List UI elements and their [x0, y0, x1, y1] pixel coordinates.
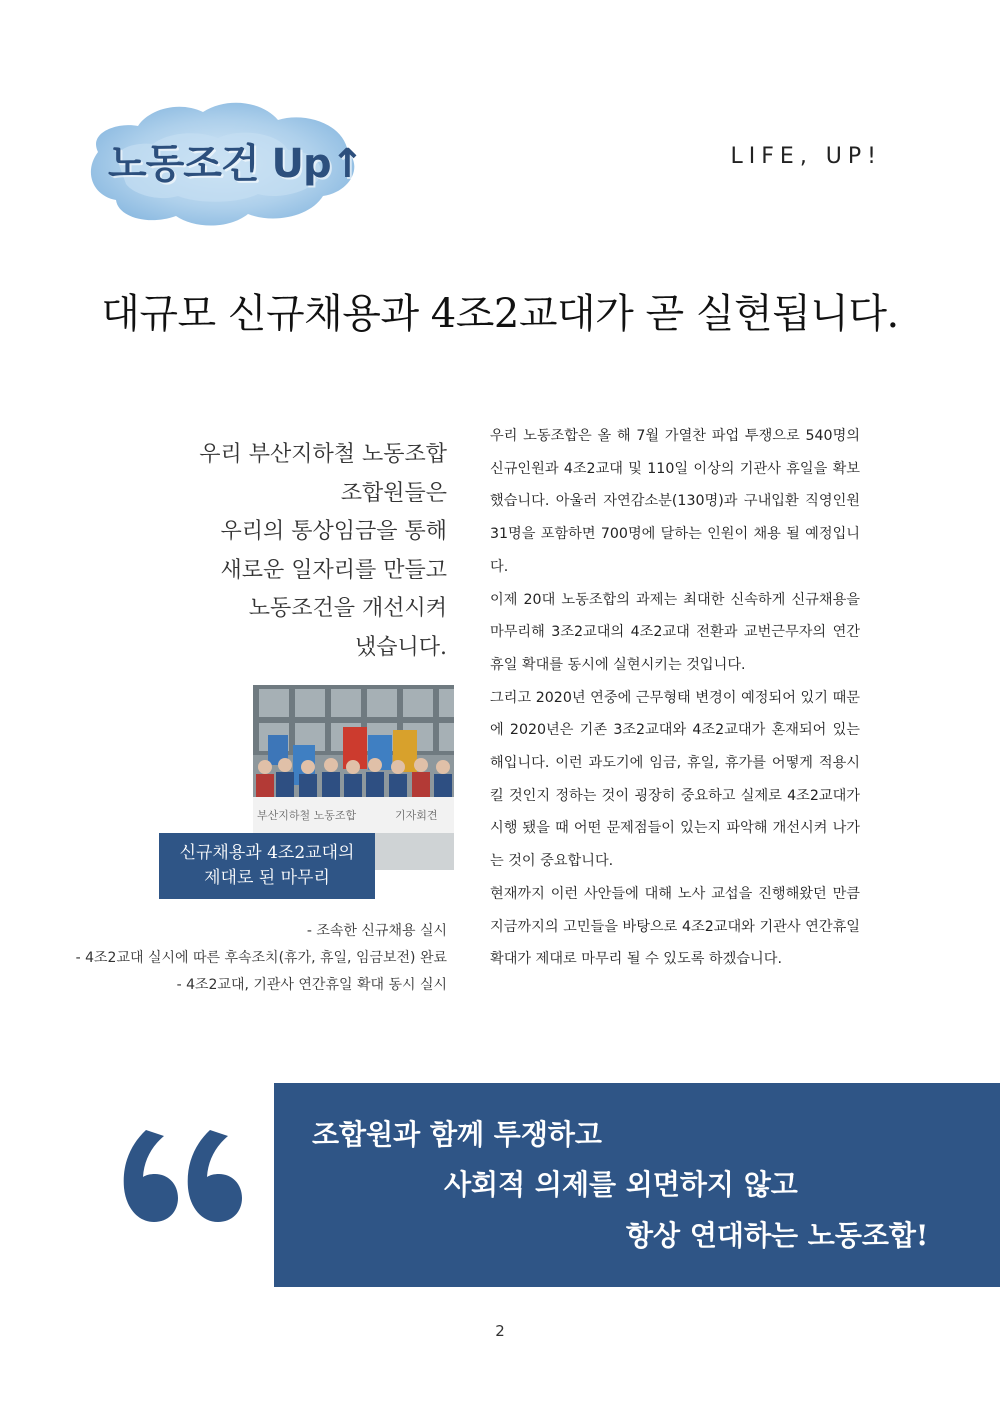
intro-line: 새로운 일자리를 만들고	[220, 557, 447, 583]
article-body	[490, 420, 860, 976]
body-paragraph: 우리 노동조합은 올 해 7월 가열찬 파업 투쟁으로 540명의 신규인원과 4조2교대 및 110일 이상의 기관사 휴일을 확보했습니다. 아울러 자연감소분(130명)과 구내입환 직영인원 31명을 포함하면 700명에 달하는 인원이 채용 될 예정입니다.	[490, 428, 860, 575]
banner-text: 부산지하철 노동조합	[257, 809, 357, 822]
photo-caption	[159, 833, 375, 899]
bullet-item: - 조속한 신규채용 실시	[306, 923, 447, 939]
caption-line: 신규채용과 4조2교대의	[179, 843, 355, 863]
intro-line: 조합원들은	[340, 480, 447, 506]
intro-text	[127, 436, 447, 667]
quote-line: 사회적 의제를 외면하지 않고	[444, 1168, 798, 1201]
section-logo	[78, 92, 363, 232]
body-paragraph: 그리고 2020년 연중에 근무형태 변경이 예정되어 있기 때문에 2020년은 기존 3조2교대와 4조2교대가 혼재되어 있는 해입니다. 이런 과도기에 임금, 휴일, 휴가를 어떻게 적용시킬 것인지 정하는 것이 굉장히 중요하고 실제로 4조2교대가 시행 됐을 때 어떤 문제점들이 있는지 파악해 개선시켜 나가는 것이 중요합니다.	[490, 689, 860, 870]
bullet-item: - 4조2교대 실시에 따른 후속조치(휴가, 휴일, 임금보전) 완료	[75, 950, 447, 966]
caption-line: 제대로 된 마무리	[204, 868, 330, 888]
intro-line: 우리의 통상임금을 통해	[220, 519, 447, 544]
intro-line: 우리 부산지하철 노동조합	[199, 442, 447, 467]
page-title: 대규모 신규채용과 4조2교대가 곧 실현됩니다.	[101, 291, 899, 337]
body-paragraph: 이제 20대 노동조합의 과제는 최대한 신속하게 신규채용을 마무리해 3조2교대의 4조2교대 전환과 교번근무자의 연간휴일 확대를 동시에 실현시키는 것입니다.	[490, 591, 860, 673]
intro-line: 노동조건을 개선시켜	[248, 596, 447, 621]
body-paragraph: 현재까지 이런 사안들에 대해 노사 교섭을 진행해왔던 만큼 지금까지의 고민들을 바탕으로 4조2교대와 기관사 연간휴일 확대가 제대로 마무리 될 수 있도록 하겠습니다.	[490, 885, 860, 968]
quote-line: 항상 연대하는 노동조합!	[626, 1219, 929, 1252]
quote-line: 조합원과 함께 투쟁하고	[312, 1118, 602, 1151]
bullet-item: - 4조2교대, 기관사 연간휴일 확대 동시 실시	[176, 977, 447, 993]
banner-text-2: 기자회견	[395, 809, 438, 822]
intro-line: 냈습니다.	[354, 634, 447, 660]
quote-mark-icon	[118, 1110, 248, 1240]
bullet-list	[76, 918, 447, 999]
logo-text: 노동조건 Up↑	[108, 141, 364, 187]
page-number: 2	[495, 1322, 505, 1340]
tagline: LIFE, UP!	[730, 144, 882, 169]
